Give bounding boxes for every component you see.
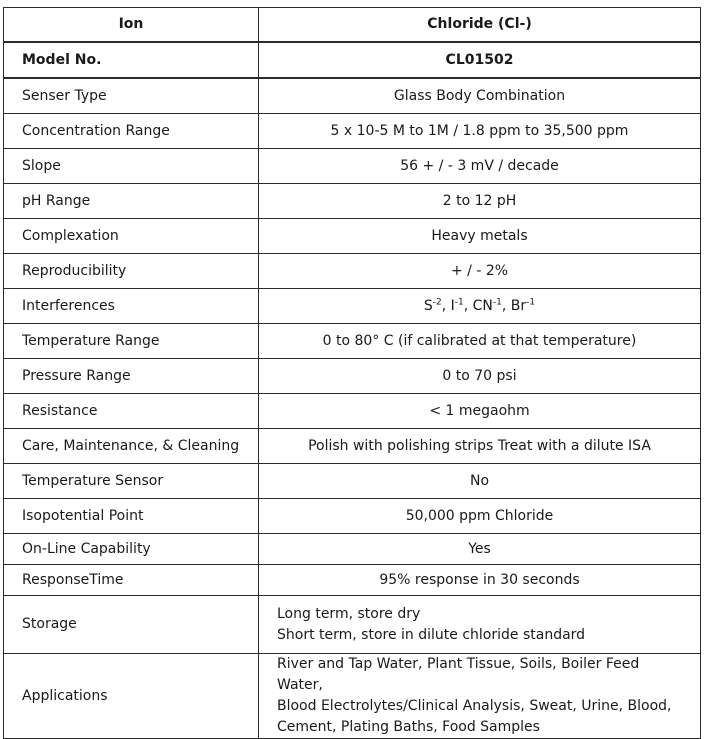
table-row xyxy=(4,149,701,184)
table-row xyxy=(4,394,701,429)
row-value: Polish with polishing strips Treat with a dilute ISA xyxy=(259,429,701,464)
table-row xyxy=(4,429,701,464)
row-label: Slope xyxy=(4,149,259,184)
interference-sep: , xyxy=(463,297,473,314)
row-value: No xyxy=(259,464,701,499)
interference-br-charge: -1 xyxy=(526,296,536,307)
storage-row xyxy=(4,596,701,654)
row-label: ResponseTime xyxy=(4,565,259,596)
header-ion: Ion xyxy=(4,8,259,43)
row-value: Glass Body Combination xyxy=(259,78,701,114)
storage-label: Storage xyxy=(4,596,259,654)
spec-table xyxy=(3,7,701,739)
row-label: Interferences xyxy=(4,289,259,324)
row-label: Temperature Sensor xyxy=(4,464,259,499)
interference-s-charge: -2 xyxy=(432,296,442,307)
row-label: pH Range xyxy=(4,184,259,219)
interference-sep: , xyxy=(501,297,511,314)
applications-line: River and Tap Water, Plant Tissue, Soils, Boiler Feed Water, xyxy=(277,656,640,693)
row-label: Isopotential Point xyxy=(4,499,259,534)
model-label: Model No. xyxy=(4,42,259,78)
row-value: 95% response in 30 seconds xyxy=(259,565,701,596)
applications-line: Blood Electrolytes/Clinical Analysis, Sweat, Urine, Blood, xyxy=(277,698,672,714)
applications-line: Cement, Plating Baths, Food Samples xyxy=(277,719,540,735)
row-value: 0 to 80° C (if calibrated at that temperature) xyxy=(259,324,701,359)
row-value: Yes xyxy=(259,534,701,565)
interference-s: S xyxy=(423,297,433,314)
applications-row xyxy=(4,654,701,739)
row-value: 56 + / - 3 mV / decade xyxy=(259,149,701,184)
table-row xyxy=(4,359,701,394)
table-row xyxy=(4,78,701,114)
row-value: + / - 2% xyxy=(259,254,701,289)
interference-i: I xyxy=(450,297,455,314)
row-value: 0 to 70 psi xyxy=(259,359,701,394)
storage-line: Short term, store in dilute chloride standard xyxy=(277,626,586,643)
table-header-row xyxy=(4,8,701,43)
row-value: < 1 megaohm xyxy=(259,394,701,429)
table-row xyxy=(4,499,701,534)
interference-i-charge: -1 xyxy=(454,296,464,307)
model-value: CL01502 xyxy=(259,42,701,78)
table-row xyxy=(4,114,701,149)
row-value: Heavy metals xyxy=(259,219,701,254)
applications-value xyxy=(259,654,701,739)
interference-br: Br xyxy=(510,297,527,314)
interference-sep: , xyxy=(441,297,451,314)
header-chloride: Chloride (Cl-) xyxy=(259,8,701,43)
table-row xyxy=(4,464,701,499)
storage-line: Long term, store dry xyxy=(277,605,421,622)
interference-cn: CN xyxy=(472,297,493,314)
row-label: Care, Maintenance, & Cleaning xyxy=(4,429,259,464)
table-row xyxy=(4,184,701,219)
interferences-value xyxy=(259,289,701,324)
row-label: Senser Type xyxy=(4,78,259,114)
row-label: Resistance xyxy=(4,394,259,429)
table-row xyxy=(4,219,701,254)
row-label: Complexation xyxy=(4,219,259,254)
table-row xyxy=(4,324,701,359)
row-label: Reproducibility xyxy=(4,254,259,289)
row-label: Concentration Range xyxy=(4,114,259,149)
row-value: 50,000 ppm Chloride xyxy=(259,499,701,534)
row-value: 2 to 12 pH xyxy=(259,184,701,219)
storage-value xyxy=(259,596,701,654)
row-label: On-Line Capability xyxy=(4,534,259,565)
table-row xyxy=(4,565,701,596)
applications-label: Applications xyxy=(4,654,259,739)
row-label: Pressure Range xyxy=(4,359,259,394)
interference-cn-charge: -1 xyxy=(492,296,502,307)
model-row xyxy=(4,42,701,78)
table-row xyxy=(4,534,701,565)
row-label: Temperature Range xyxy=(4,324,259,359)
table-row xyxy=(4,289,701,324)
table-row xyxy=(4,254,701,289)
row-value: 5 x 10-5 M to 1M / 1.8 ppm to 35,500 ppm xyxy=(259,114,701,149)
